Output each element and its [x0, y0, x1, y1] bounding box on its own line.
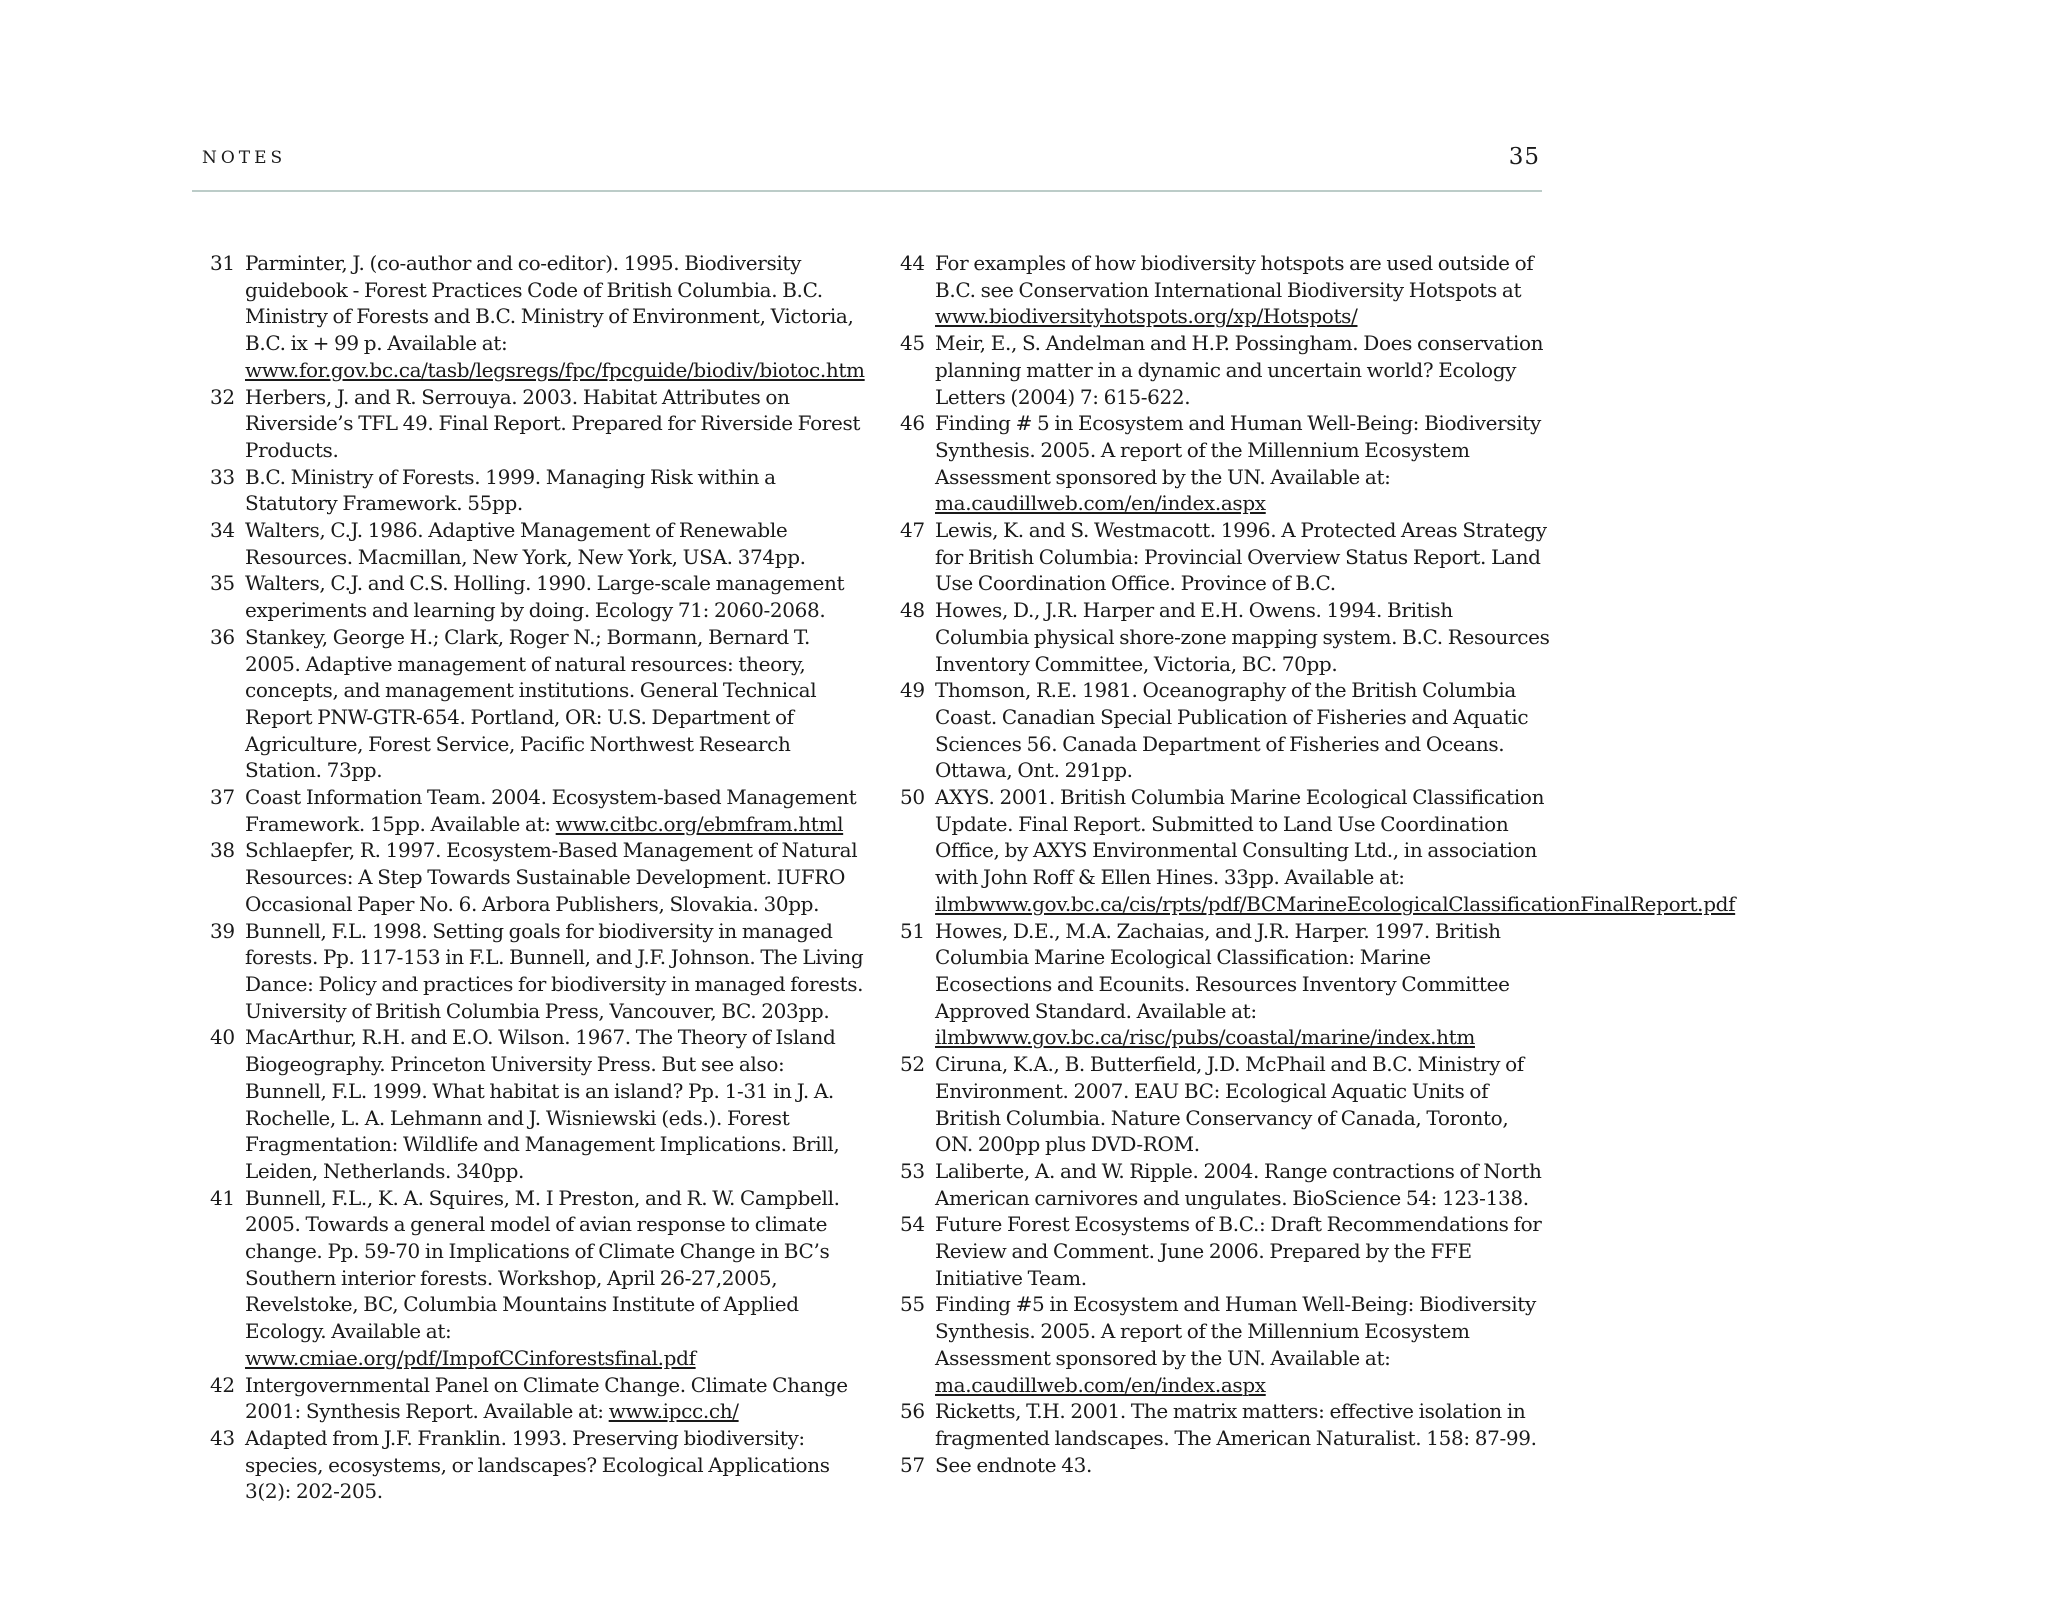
- endnote-number: 31: [210, 251, 235, 275]
- endnote-number: 49: [900, 678, 925, 703]
- endnote-number: 45: [900, 331, 925, 356]
- endnote-text: Ricketts, T.H. 2001. The matrix matters: effective isolation in fragmented landscapes. The American Naturalist. 158: 87-99.: [935, 1399, 1537, 1450]
- header-divider: [192, 190, 1542, 192]
- endnote-number: 35: [210, 571, 235, 596]
- endnote-number: 53: [900, 1158, 925, 1183]
- endnote-link[interactable]: ma.caudillweb.com/en/index.aspx: [935, 491, 1266, 516]
- endnote-text: Howes, D., J.R. Harper and E.H. Owens. 1994. British Columbia physical shore-zone mapping system. B.C. Resources Inventory Committee, Victoria, BC. 70pp.: [935, 598, 1550, 676]
- endnote-text: Walters, C.J. and C.S. Holling. 1990. Large-scale management experiments and learning by doing. Ecology 71: 2060-2068.: [245, 571, 845, 623]
- endnote-45: [900, 330, 1550, 410]
- endnote-text: See endnote 43.: [935, 1452, 1092, 1477]
- endnote-39: [210, 918, 870, 1025]
- endnote-34: [210, 517, 870, 570]
- endnote-number: 56: [900, 1399, 925, 1424]
- endnote-41: [210, 1185, 870, 1372]
- endnote-49: [900, 677, 1550, 784]
- endnote-link[interactable]: ilmbwww.gov.bc.ca/cis/rpts/pdf/BCMarineEcologicalClassificationFinalReport.pdf: [935, 891, 1736, 916]
- endnote-number: 47: [900, 518, 925, 543]
- endnote-35: [210, 570, 870, 623]
- section-label: NOTES: [202, 148, 287, 168]
- endnote-50: [900, 784, 1736, 918]
- endnote-number: 41: [210, 1185, 235, 1210]
- endnote-47: [900, 517, 1550, 597]
- endnote-number: 32: [210, 384, 235, 409]
- endnote-text: Bunnell, F.L. 1998. Setting goals for biodiversity in managed forests. Pp. 117-153 in F.L. Bunnell, and J.F. Johnson. The Living Dance: Policy and practices for biodiversity in managed forests. University of British Columbia Press, Vancouver, BC. 203pp.: [245, 918, 864, 1023]
- endnote-text: Intergovernmental Panel on Climate Change. Climate Change 2001: Synthesis Report. Available at:: [245, 1372, 848, 1424]
- endnote-number: 48: [900, 598, 925, 623]
- endnote-link[interactable]: www.citbc.org/ebmfram.html: [555, 811, 844, 836]
- endnote-53: [900, 1158, 1550, 1211]
- endnote-number: 38: [210, 838, 235, 863]
- endnote-number: 46: [900, 411, 925, 436]
- endnote-text: Stankey, George H.; Clark, Roger N.; Bormann, Bernard T. 2005. Adaptive management of natural resources: theory, concepts, and management institutions. General Technical Report PNW-GTR-654. Portland, OR: U.S. Department of Agriculture, Forest Service, Pacific Northwest Research Station. 73pp.: [245, 624, 817, 783]
- endnote-text: Thomson, R.E. 1981. Oceanography of the British Columbia Coast. Canadian Special Publication of Fisheries and Aquatic Sciences 56. Canada Department of Fisheries and Oceans. Ottawa, Ont. 291pp.: [935, 678, 1529, 783]
- endnote-33: [210, 464, 870, 517]
- endnote-link[interactable]: www.cmiae.org/pdf/ImpofCCinforestsfinal.pdf: [245, 1345, 696, 1370]
- endnote-text: Bunnell, F.L., K. A. Squires, M. I Preston, and R. W. Campbell. 2005. Towards a general model of avian response to climate change. Pp. 59-70 in Implications of Climate Change in BC’s Southern interior forests. Workshop, April 26-27,2005, Revelstoke, BC, Columbia Mountains Institute of Applied Ecology. Available at:: [245, 1185, 840, 1344]
- endnote-text: Parminter, J. (co-author and co-editor). 1995. Biodiversity guidebook - Forest Practices Code of British Columbia. B.C. Ministry of Forests and B.C. Ministry of Environment, Victoria, B.C. ix + 99 p. Available at:: [245, 251, 854, 356]
- endnote-37: [210, 784, 870, 837]
- endnote-44: [900, 250, 1550, 330]
- endnote-43: [210, 1425, 870, 1505]
- endnote-54: [900, 1211, 1550, 1291]
- endnote-32: [210, 384, 870, 464]
- endnote-number: 55: [900, 1292, 925, 1317]
- page-number: 35: [1508, 144, 1540, 170]
- endnote-46: [900, 410, 1550, 517]
- endnote-52: [900, 1051, 1550, 1158]
- endnote-number: 40: [210, 1025, 235, 1050]
- endnote-link[interactable]: www.biodiversityhotspots.org/xp/Hotspots/: [935, 304, 1358, 329]
- endnote-text: Ciruna, K.A., B. Butterfield, J.D. McPhail and B.C. Ministry of Environment. 2007. EAU BC: Ecological Aquatic Units of British Columbia. Nature Conservancy of Canada, Toronto, ON. 200pp plus DVD-ROM.: [935, 1052, 1524, 1157]
- endnote-36: [210, 624, 870, 784]
- endnote-text: Finding #5 in Ecosystem and Human Well-Being: Biodiversity Synthesis. 2005. A report of the Millennium Ecosystem Assessment sponsored by the UN. Available at:: [935, 1292, 1536, 1370]
- endnote-number: 44: [900, 251, 925, 275]
- endnote-text: Future Forest Ecosystems of B.C.: Draft Recommendations for Review and Comment. June 2006. Prepared by the FFE Initiative Team.: [935, 1212, 1542, 1290]
- endnote-text: For examples of how biodiversity hotspots are used outside of B.C. see Conservation International Biodiversity Hotspots at: [935, 251, 1534, 302]
- endnote-number: 33: [210, 464, 235, 489]
- endnote-text: Schlaepfer, R. 1997. Ecosystem-Based Management of Natural Resources: A Step Towards Sustainable Development. IUFRO Occasional Paper No. 6. Arbora Publishers, Slovakia. 30pp.: [245, 838, 858, 916]
- endnote-number: 37: [210, 785, 235, 810]
- endnote-text: Adapted from J.F. Franklin. 1993. Preserving biodiversity: species, ecosystems, or landscapes? Ecological Applications 3(2): 202-205.: [245, 1425, 830, 1504]
- endnote-number: 52: [900, 1052, 925, 1077]
- endnote-text: Howes, D.E., M.A. Zachaias, and J.R. Harper. 1997. British Columbia Marine Ecological Classification: Marine Ecosections and Ecounits. Resources Inventory Committee Approved Standard. Available at:: [935, 918, 1510, 1023]
- endnote-number: 51: [900, 918, 925, 943]
- endnote-number: 42: [210, 1372, 235, 1397]
- endnote-text: MacArthur, R.H. and E.O. Wilson. 1967. The Theory of Island Biogeography. Princeton University Press. But see also: Bunnell, F.L. 1999. What habitat is an island? Pp. 1-31 in J. A. Rochelle, L. A. Lehmann and J. Wisniewski (eds.). Forest Fragmentation: Wildlife and Management Implications. Brill, Leiden, Netherlands. 340pp.: [245, 1025, 840, 1183]
- endnote-text: Lewis, K. and S. Westmacott. 1996. A Protected Areas Strategy for British Columbia: Provincial Overview Status Report. Land Use Coordination Office. Province of B.C.: [935, 518, 1547, 596]
- endnote-link[interactable]: www.ipcc.ch/: [608, 1399, 739, 1424]
- endnote-56: [900, 1398, 1550, 1451]
- endnote-42: [210, 1372, 870, 1425]
- endnote-38: [210, 837, 870, 917]
- endnote-number: 34: [210, 518, 235, 543]
- endnote-link[interactable]: www.for.gov.bc.ca/tasb/legsregs/fpc/fpcguide/biodiv/biotoc.htm: [245, 357, 865, 382]
- endnote-link[interactable]: ma.caudillweb.com/en/index.aspx: [935, 1372, 1266, 1397]
- endnote-48: [900, 597, 1550, 677]
- endnote-text: Laliberte, A. and W. Ripple. 2004. Range contractions of North American carnivores and ungulates. BioScience 54: 123-138.: [935, 1158, 1542, 1210]
- page-header: [202, 146, 1540, 184]
- endnote-text: Meir, E., S. Andelman and H.P. Possingham. Does conservation planning matter in a dynamic and uncertain world? Ecology Letters (2004) 7: 615-622.: [935, 331, 1544, 409]
- endnote-link[interactable]: ilmbwww.gov.bc.ca/risc/pubs/coastal/marine/index.htm: [935, 1025, 1475, 1050]
- endnote-57: [900, 1452, 1550, 1479]
- endnote-text: AXYS. 2001. British Columbia Marine Ecological Classification Update. Final Report. Submitted to Land Use Coordination Office, by AXYS Environmental Consulting Ltd., in association with John Roff & Ellen Hines. 33pp. Available at:: [935, 785, 1545, 890]
- endnote-text: Walters, C.J. 1986. Adaptive Management of Renewable Resources. Macmillan, New York, New York, USA. 374pp.: [245, 518, 806, 569]
- endnote-number: 50: [900, 785, 925, 810]
- endnote-40: [210, 1024, 870, 1184]
- endnote-text: Coast Information Team. 2004. Ecosystem-based Management Framework. 15pp. Available at:: [245, 785, 857, 836]
- endnote-number: 39: [210, 918, 235, 943]
- endnote-text: B.C. Ministry of Forests. 1999. Managing Risk within a Statutory Framework. 55pp.: [245, 464, 776, 516]
- endnote-number: 36: [210, 624, 235, 649]
- notes-column-right: [900, 250, 1736, 1478]
- endnote-51: [900, 918, 1550, 1052]
- endnote-number: 57: [900, 1452, 925, 1477]
- endnote-31: [210, 250, 870, 384]
- notes-column-left: [210, 250, 870, 1505]
- endnote-text: Finding # 5 in Ecosystem and Human Well-Being: Biodiversity Synthesis. 2005. A report of the Millennium Ecosystem Assessment sponsored by the UN. Available at:: [935, 411, 1541, 489]
- endnote-number: 54: [900, 1212, 925, 1237]
- endnote-number: 43: [210, 1425, 235, 1450]
- endnote-55: [900, 1291, 1550, 1398]
- endnote-text: Herbers, J. and R. Serrouya. 2003. Habitat Attributes on Riverside’s TFL 49. Final Report. Prepared for Riverside Forest Products.: [245, 384, 861, 462]
